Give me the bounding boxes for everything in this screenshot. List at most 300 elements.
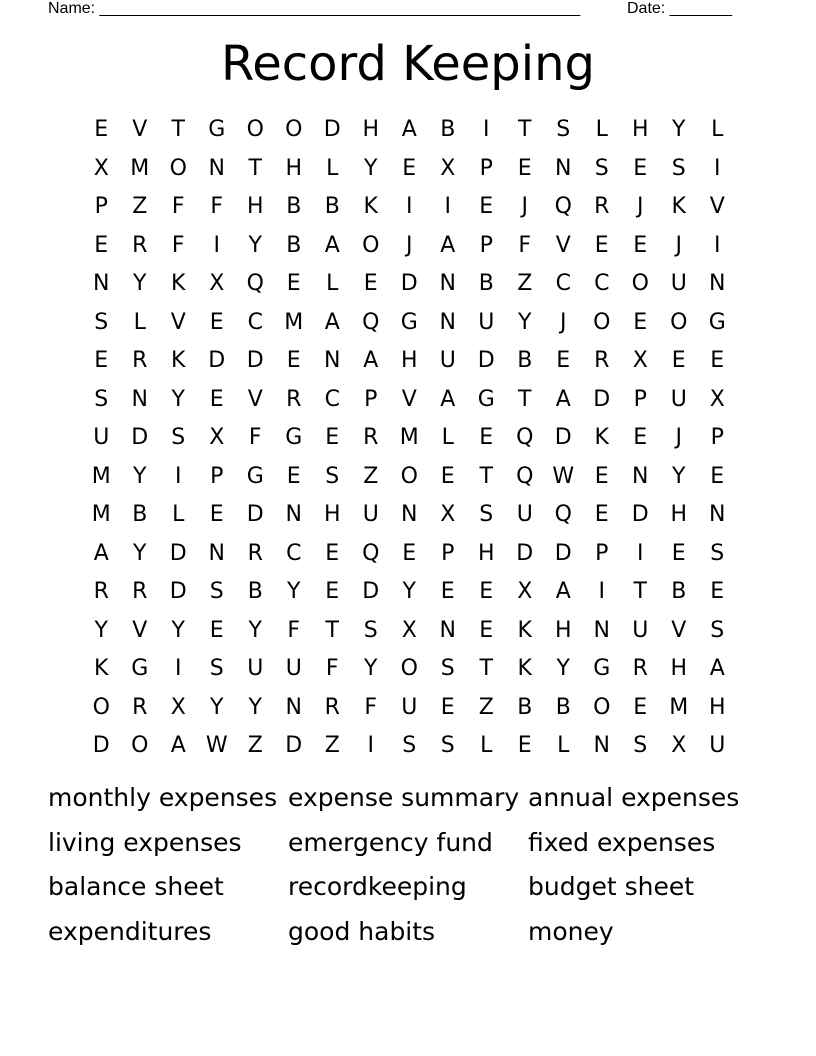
grid-letter[interactable]: S xyxy=(94,386,109,412)
grid-letter[interactable]: E xyxy=(440,579,455,605)
grid-letter[interactable]: S xyxy=(209,579,224,605)
grid-letter[interactable]: Y xyxy=(94,617,108,643)
grid-letter[interactable]: I xyxy=(175,463,182,489)
grid-letter[interactable]: M xyxy=(284,309,304,335)
grid-letter[interactable]: S xyxy=(363,617,378,643)
grid-letter[interactable]: O xyxy=(400,463,418,489)
grid-letter[interactable]: X xyxy=(170,694,186,720)
grid-letter[interactable]: T xyxy=(518,386,532,412)
grid-letter[interactable]: O xyxy=(131,733,149,759)
grid-letter[interactable]: E xyxy=(633,309,648,335)
grid-letter[interactable]: F xyxy=(171,194,185,220)
grid-letter[interactable]: I xyxy=(175,656,182,682)
grid-letter[interactable]: N xyxy=(93,271,110,297)
grid-letter[interactable]: N xyxy=(632,463,649,489)
grid-letter[interactable]: A xyxy=(363,348,379,374)
grid-letter[interactable]: O xyxy=(246,117,264,143)
grid-letter[interactable]: U xyxy=(439,348,456,374)
grid-letter[interactable]: R xyxy=(93,579,109,605)
page-title: Record Keeping xyxy=(221,36,595,92)
grid-letter[interactable]: U xyxy=(285,656,302,682)
grid-letter[interactable]: O xyxy=(285,117,303,143)
grid-letter[interactable]: O xyxy=(362,232,380,258)
grid-letter[interactable]: S xyxy=(440,733,455,759)
grid-letter[interactable]: P xyxy=(479,232,493,258)
grid-letter[interactable]: D xyxy=(169,579,187,605)
word-bank-item: fixed expenses xyxy=(528,827,716,857)
grid-letter[interactable]: N xyxy=(709,502,726,528)
grid-letter[interactable]: Y xyxy=(287,579,301,605)
grid-letter[interactable]: P xyxy=(441,540,455,566)
grid-letter[interactable]: I xyxy=(213,232,220,258)
grid-letter[interactable]: U xyxy=(670,386,687,412)
grid-letter[interactable]: X xyxy=(440,502,456,528)
grid-letter[interactable]: L xyxy=(480,733,493,759)
grid-letter[interactable]: Y xyxy=(402,579,416,605)
grid-letter[interactable]: D xyxy=(554,425,572,451)
grid-row xyxy=(82,419,736,458)
grid-letter[interactable]: R xyxy=(286,386,302,412)
grid-letter[interactable]: X xyxy=(440,155,456,181)
grid-letter[interactable]: D xyxy=(593,386,611,412)
grid-letter[interactable]: K xyxy=(517,656,532,682)
grid-letter[interactable]: Y xyxy=(133,271,147,297)
grid-letter[interactable]: N xyxy=(324,348,341,374)
grid-letter[interactable]: H xyxy=(670,502,688,528)
grid-letter[interactable]: B xyxy=(247,579,263,605)
grid-letter[interactable]: N xyxy=(593,733,610,759)
grid-letter[interactable]: D xyxy=(92,733,110,759)
grid-row xyxy=(82,150,736,189)
grid-letter[interactable]: S xyxy=(94,309,109,335)
name-field-label[interactable]: Name: ______________________________________________________ xyxy=(48,0,581,17)
grid-letter[interactable]: H xyxy=(477,540,495,566)
grid-letter[interactable]: Q xyxy=(246,271,264,297)
grid-letter[interactable]: H xyxy=(554,617,572,643)
grid-letter[interactable]: V xyxy=(132,117,148,143)
grid-letter[interactable]: T xyxy=(171,117,185,143)
grid-letter[interactable]: P xyxy=(710,425,724,451)
grid-letter[interactable]: P xyxy=(633,386,647,412)
grid-letter[interactable]: Q xyxy=(516,425,534,451)
grid-letter[interactable]: O xyxy=(92,694,110,720)
grid-letter[interactable]: E xyxy=(671,540,686,566)
grid-letter[interactable]: Q xyxy=(362,309,380,335)
grid-letter[interactable]: H xyxy=(323,502,341,528)
grid-letter[interactable]: Y xyxy=(672,117,686,143)
grid-letter[interactable]: E xyxy=(479,617,494,643)
grid-letter[interactable]: I xyxy=(714,155,721,181)
grid-letter[interactable]: B xyxy=(286,232,302,258)
grid-letter[interactable]: C xyxy=(247,309,263,335)
grid-letter[interactable]: E xyxy=(209,617,224,643)
grid-letter[interactable]: S xyxy=(710,617,725,643)
grid-letter[interactable]: U xyxy=(93,425,110,451)
grid-letter[interactable]: Y xyxy=(133,540,147,566)
grid-letter[interactable]: N xyxy=(285,694,302,720)
grid-letter[interactable]: V xyxy=(247,386,263,412)
grid-letter[interactable]: M xyxy=(91,502,111,528)
grid-letter[interactable]: I xyxy=(406,194,413,220)
grid-letter[interactable]: M xyxy=(399,425,419,451)
grid-letter[interactable]: E xyxy=(94,117,109,143)
grid-letter[interactable]: P xyxy=(479,155,493,181)
grid-letter[interactable]: P xyxy=(94,194,108,220)
grid-letter[interactable]: D xyxy=(477,348,495,374)
grid-letter[interactable]: Y xyxy=(556,656,570,682)
grid-letter[interactable]: B xyxy=(555,694,571,720)
grid-letter[interactable]: G xyxy=(593,656,611,682)
grid-letter[interactable]: U xyxy=(709,733,726,759)
grid-letter[interactable]: E xyxy=(594,463,609,489)
grid-letter[interactable]: M xyxy=(130,155,150,181)
grid-letter[interactable]: E xyxy=(633,425,648,451)
grid-letter[interactable]: D xyxy=(208,348,226,374)
grid-letter[interactable]: R xyxy=(132,579,148,605)
grid-letter[interactable]: G xyxy=(246,463,264,489)
grid-letter[interactable]: M xyxy=(669,694,689,720)
grid-letter[interactable]: K xyxy=(671,194,686,220)
grid-letter[interactable]: V xyxy=(170,309,186,335)
grid-letter[interactable]: E xyxy=(556,348,571,374)
grid-letter[interactable]: K xyxy=(594,425,609,451)
grid-letter[interactable]: U xyxy=(362,502,379,528)
grid-letter[interactable]: N xyxy=(439,309,456,335)
grid-letter[interactable]: T xyxy=(325,617,339,643)
grid-letter[interactable]: Z xyxy=(324,733,340,759)
grid-letter[interactable]: G xyxy=(208,117,226,143)
grid-letter[interactable]: R xyxy=(632,656,648,682)
grid-letter[interactable]: R xyxy=(594,194,610,220)
grid-letter[interactable]: E xyxy=(633,232,648,258)
grid-letter[interactable]: R xyxy=(247,540,263,566)
grid-letter[interactable]: T xyxy=(479,656,493,682)
grid-letter[interactable]: A xyxy=(555,386,571,412)
grid-letter[interactable]: I xyxy=(714,232,721,258)
grid-letter[interactable]: C xyxy=(555,271,571,297)
grid-letter[interactable]: E xyxy=(325,579,340,605)
grid-letter[interactable]: D xyxy=(362,579,380,605)
grid-letter[interactable]: D xyxy=(400,271,418,297)
grid-letter[interactable]: X xyxy=(632,348,648,374)
grid-letter[interactable]: F xyxy=(364,694,378,720)
grid-letter[interactable]: S xyxy=(671,155,686,181)
grid-letter[interactable]: E xyxy=(209,309,224,335)
grid-letter[interactable]: F xyxy=(248,425,262,451)
grid-letter[interactable]: I xyxy=(598,579,605,605)
grid-letter[interactable]: D xyxy=(285,733,303,759)
grid-letter[interactable]: V xyxy=(709,194,725,220)
grid-letter[interactable]: U xyxy=(478,309,495,335)
grid-letter[interactable]: D xyxy=(554,540,572,566)
grid-letter[interactable]: E xyxy=(325,540,340,566)
grid-letter[interactable]: E xyxy=(402,155,417,181)
grid-letter[interactable]: E xyxy=(363,271,378,297)
grid-letter[interactable]: E xyxy=(440,694,455,720)
grid-letter[interactable]: L xyxy=(172,502,185,528)
grid-letter[interactable]: J xyxy=(560,309,567,335)
grid-letter[interactable]: I xyxy=(367,733,374,759)
grid-letter[interactable]: X xyxy=(517,579,533,605)
grid-letter[interactable]: E xyxy=(94,232,109,258)
grid-letter[interactable]: L xyxy=(595,117,608,143)
grid-letter[interactable]: J xyxy=(637,194,644,220)
grid-letter[interactable]: T xyxy=(479,463,493,489)
grid-letter[interactable]: C xyxy=(286,540,302,566)
grid-letter[interactable]: B xyxy=(440,117,456,143)
grid-letter[interactable]: W xyxy=(552,463,575,489)
grid-letter[interactable]: U xyxy=(670,271,687,297)
grid-letter[interactable]: D xyxy=(169,540,187,566)
grid-letter[interactable]: I xyxy=(637,540,644,566)
grid-letter[interactable]: K xyxy=(94,656,109,682)
grid-letter[interactable]: V xyxy=(132,617,148,643)
grid-letter[interactable]: E xyxy=(710,348,725,374)
grid-letter[interactable]: A xyxy=(440,232,456,258)
grid-letter[interactable]: S xyxy=(209,656,224,682)
grid-letter[interactable]: A xyxy=(555,579,571,605)
grid-letter[interactable]: Z xyxy=(478,694,494,720)
grid-letter[interactable]: B xyxy=(517,694,533,720)
grid-letter[interactable]: Y xyxy=(171,617,185,643)
grid-letter[interactable]: Y xyxy=(364,155,378,181)
grid-letter[interactable]: O xyxy=(169,155,187,181)
grid-letter[interactable]: V xyxy=(555,232,571,258)
grid-letter[interactable]: F xyxy=(325,656,339,682)
grid-letter[interactable]: J xyxy=(406,232,413,258)
grid-letter[interactable]: F xyxy=(171,232,185,258)
grid-letter[interactable]: J xyxy=(521,194,528,220)
grid-letter[interactable]: P xyxy=(595,540,609,566)
grid-letter[interactable]: M xyxy=(91,463,111,489)
grid-letter[interactable]: E xyxy=(710,579,725,605)
grid-letter[interactable]: G xyxy=(285,425,303,451)
grid-letter[interactable]: H xyxy=(246,194,264,220)
grid-letter[interactable]: X xyxy=(209,425,225,451)
grid-letter[interactable]: Y xyxy=(171,386,185,412)
grid-letter[interactable]: F xyxy=(287,617,301,643)
grid-letter[interactable]: X xyxy=(709,386,725,412)
grid-letter[interactable]: K xyxy=(517,617,532,643)
grid-letter[interactable]: A xyxy=(324,232,340,258)
grid-letter[interactable]: Y xyxy=(133,463,147,489)
grid-letter[interactable]: D xyxy=(131,425,149,451)
grid-letter[interactable]: L xyxy=(441,425,454,451)
grid-letter[interactable]: E xyxy=(479,425,494,451)
grid-letter[interactable]: S xyxy=(402,733,417,759)
grid-letter[interactable]: U xyxy=(401,694,418,720)
grid-letter[interactable]: E xyxy=(402,540,417,566)
grid-letter[interactable]: N xyxy=(285,502,302,528)
grid-letter[interactable]: C xyxy=(594,271,610,297)
grid-letter[interactable]: T xyxy=(518,117,532,143)
grid-letter[interactable]: X xyxy=(93,155,109,181)
grid-letter[interactable]: E xyxy=(286,348,301,374)
grid-letter[interactable]: E xyxy=(440,463,455,489)
grid-letter[interactable]: Q xyxy=(554,502,572,528)
grid-letter[interactable]: Q xyxy=(554,194,572,220)
grid-letter[interactable]: K xyxy=(171,348,186,374)
grid-letter[interactable]: G xyxy=(131,656,149,682)
grid-letter[interactable]: E xyxy=(517,733,532,759)
word-bank xyxy=(48,778,768,957)
grid-letter[interactable]: E xyxy=(594,232,609,258)
grid-letter[interactable]: U xyxy=(632,617,649,643)
grid-letter[interactable]: S xyxy=(325,463,340,489)
grid-letter[interactable]: N xyxy=(593,617,610,643)
grid-letter[interactable]: E xyxy=(710,463,725,489)
grid-letter[interactable]: R xyxy=(363,425,379,451)
grid-letter[interactable]: Y xyxy=(518,309,532,335)
grid-letter[interactable]: P xyxy=(364,386,378,412)
grid-letter[interactable]: S xyxy=(594,155,609,181)
grid-letter[interactable]: K xyxy=(363,194,378,220)
grid-letter[interactable]: O xyxy=(593,309,611,335)
grid-letter[interactable]: S xyxy=(710,540,725,566)
grid-letter[interactable]: T xyxy=(248,155,262,181)
grid-letter[interactable]: S xyxy=(633,733,648,759)
grid-letter[interactable]: G xyxy=(477,386,495,412)
grid-letter[interactable]: B xyxy=(671,579,687,605)
grid-letter[interactable]: B xyxy=(324,194,340,220)
grid-letter[interactable]: H xyxy=(362,117,380,143)
grid-letter[interactable]: S xyxy=(479,502,494,528)
grid-letter[interactable]: D xyxy=(323,117,341,143)
grid-letter[interactable]: A xyxy=(401,117,417,143)
grid-letter[interactable]: Y xyxy=(364,656,378,682)
grid-letter[interactable]: Y xyxy=(210,694,224,720)
grid-row xyxy=(82,304,736,343)
grid-letter[interactable]: L xyxy=(133,309,146,335)
grid-letter[interactable]: E xyxy=(479,579,494,605)
grid-letter[interactable]: E xyxy=(594,502,609,528)
grid-letter[interactable]: R xyxy=(132,694,148,720)
grid-letter[interactable]: O xyxy=(400,656,418,682)
grid-letter[interactable]: X xyxy=(671,733,687,759)
grid-letter[interactable]: E xyxy=(517,155,532,181)
grid-letter[interactable]: B xyxy=(478,271,494,297)
grid-letter[interactable]: B xyxy=(517,348,533,374)
grid-letter[interactable]: N xyxy=(709,271,726,297)
grid-letter[interactable]: Y xyxy=(248,694,262,720)
grid-letter[interactable]: X xyxy=(209,271,225,297)
grid-letter[interactable]: H xyxy=(708,694,726,720)
grid-letter[interactable]: L xyxy=(326,155,339,181)
grid-letter[interactable]: X xyxy=(401,617,417,643)
grid-letter[interactable]: Z xyxy=(247,733,263,759)
grid-letter[interactable]: R xyxy=(132,348,148,374)
grid-letter[interactable]: E xyxy=(633,155,648,181)
word-bank-item: annual expenses xyxy=(528,783,740,812)
grid-letter[interactable]: Q xyxy=(362,540,380,566)
grid-letter[interactable]: Y xyxy=(672,463,686,489)
grid-letter[interactable]: E xyxy=(671,348,686,374)
grid-letter[interactable]: J xyxy=(675,232,682,258)
grid-letter[interactable]: I xyxy=(483,117,490,143)
grid-letter[interactable]: Z xyxy=(517,271,533,297)
grid-letter[interactable]: E xyxy=(209,386,224,412)
grid-letter[interactable]: B xyxy=(286,194,302,220)
grid-letter[interactable]: H xyxy=(670,656,688,682)
grid-letter[interactable]: D xyxy=(516,540,534,566)
grid-letter[interactable]: E xyxy=(94,348,109,374)
grid-letter[interactable]: C xyxy=(324,386,340,412)
grid-letter[interactable]: U xyxy=(516,502,533,528)
grid-letter[interactable]: A xyxy=(93,540,109,566)
grid-letter[interactable]: D xyxy=(246,348,264,374)
grid-letter[interactable]: A xyxy=(170,733,186,759)
grid-letter[interactable]: H xyxy=(631,117,649,143)
grid-letter[interactable]: K xyxy=(171,271,186,297)
grid-letter[interactable]: F xyxy=(210,194,224,220)
grid-letter[interactable]: O xyxy=(593,694,611,720)
grid-letter[interactable]: A xyxy=(324,309,340,335)
grid-letter[interactable]: W xyxy=(205,733,228,759)
word-bank-item: living expenses xyxy=(48,827,242,857)
grid-letter[interactable]: V xyxy=(671,617,687,643)
grid-letter[interactable]: E xyxy=(325,425,340,451)
grid-letter[interactable]: L xyxy=(326,271,339,297)
grid-letter[interactable]: E xyxy=(209,502,224,528)
grid-letter[interactable]: U xyxy=(247,656,264,682)
grid-letter[interactable]: F xyxy=(518,232,532,258)
grid-letter[interactable]: G xyxy=(708,309,726,335)
grid-letter[interactable]: E xyxy=(286,271,301,297)
grid-letter[interactable]: B xyxy=(132,502,148,528)
grid-letter[interactable]: L xyxy=(557,733,570,759)
grid-letter[interactable]: H xyxy=(400,348,418,374)
grid-letter[interactable]: A xyxy=(440,386,456,412)
grid-letter[interactable]: H xyxy=(285,155,303,181)
date-field-label[interactable]: Date: _______ xyxy=(627,0,732,17)
grid-letter[interactable]: N xyxy=(131,386,148,412)
grid-letter[interactable]: E xyxy=(479,194,494,220)
grid-letter[interactable]: S xyxy=(556,117,571,143)
grid-letter[interactable]: N xyxy=(439,271,456,297)
grid-letter[interactable]: P xyxy=(210,463,224,489)
grid-row xyxy=(82,573,736,612)
grid-letter[interactable]: E xyxy=(633,694,648,720)
grid-letter[interactable]: Y xyxy=(248,232,262,258)
grid-letter[interactable]: N xyxy=(401,502,418,528)
grid-letter[interactable]: N xyxy=(208,540,225,566)
grid-letter[interactable]: L xyxy=(711,117,724,143)
grid-letter[interactable]: N xyxy=(208,155,225,181)
grid-letter[interactable]: T xyxy=(633,579,647,605)
grid-letter[interactable]: D xyxy=(246,502,264,528)
grid-letter[interactable]: I xyxy=(444,194,451,220)
grid-letter[interactable]: R xyxy=(132,232,148,258)
grid-letter[interactable]: R xyxy=(324,694,340,720)
grid-letter[interactable]: Q xyxy=(516,463,534,489)
grid-letter[interactable]: S xyxy=(171,425,186,451)
grid-letter[interactable]: S xyxy=(440,656,455,682)
grid-letter[interactable]: A xyxy=(709,656,725,682)
grid-letter[interactable]: N xyxy=(439,617,456,643)
grid-letter[interactable]: R xyxy=(594,348,610,374)
grid-letter[interactable]: Y xyxy=(248,617,262,643)
grid-letter[interactable]: Z xyxy=(132,194,148,220)
grid-letter[interactable]: J xyxy=(675,425,682,451)
grid-letter[interactable]: E xyxy=(286,463,301,489)
grid-letter[interactable]: V xyxy=(401,386,417,412)
grid-letter[interactable]: O xyxy=(631,271,649,297)
grid-letter[interactable]: N xyxy=(555,155,572,181)
grid-letter[interactable]: O xyxy=(670,309,688,335)
grid-letter[interactable]: Z xyxy=(363,463,379,489)
grid-letter[interactable]: D xyxy=(631,502,649,528)
grid-letter[interactable]: G xyxy=(400,309,418,335)
